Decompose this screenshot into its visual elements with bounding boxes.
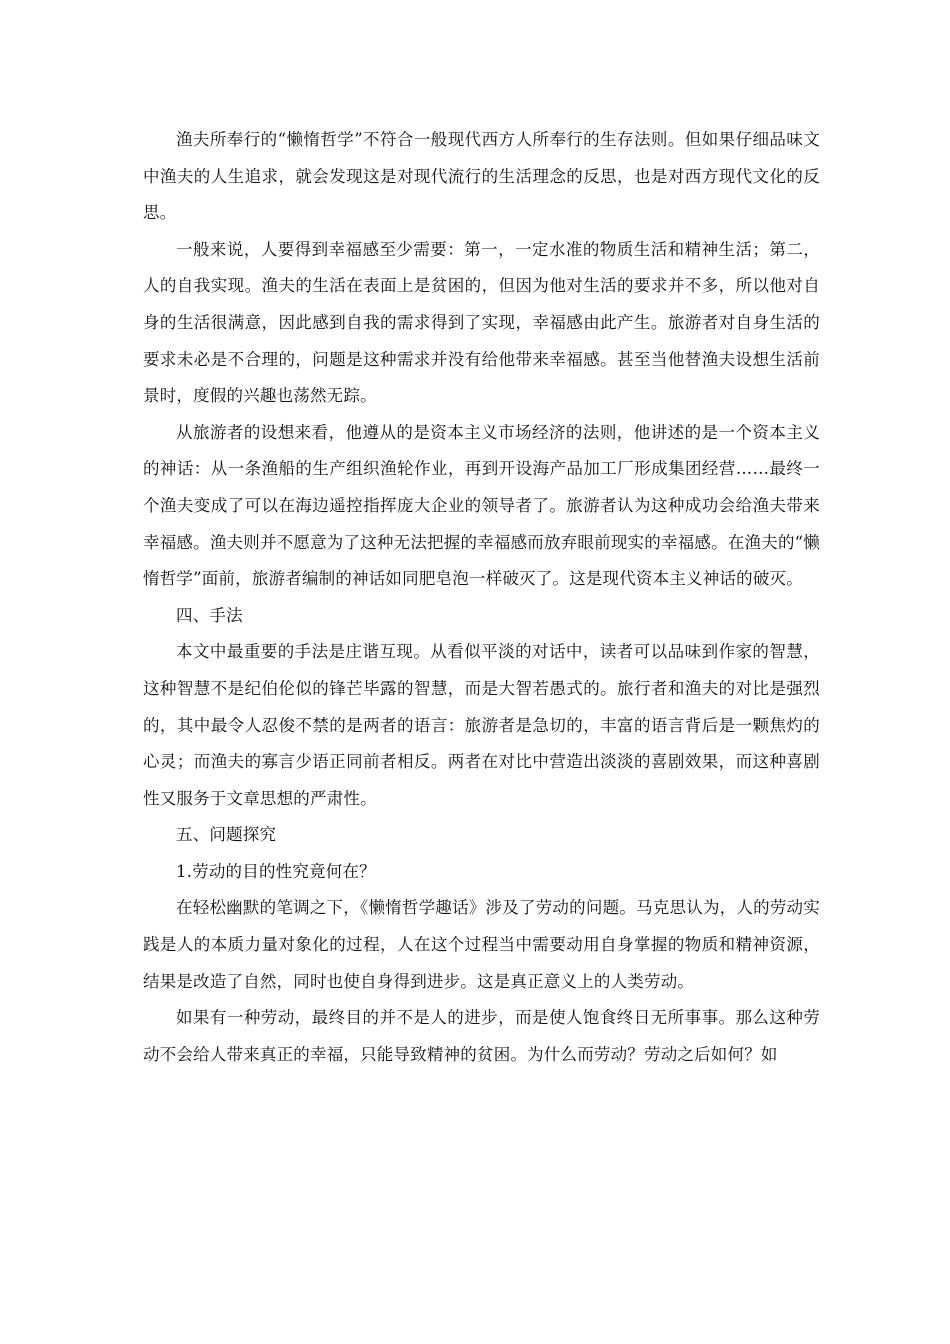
paragraph-labor-marx: 在轻松幽默的笔调之下，《懒惰哲学趣话》涉及了劳动的问题。马克思认为，人的劳动实践是人的本质力量对象化的过程，人在这个过程当中需要动用自身掌握的物质和精神资源，结果是改造了自然，同时也使自身得到进步。这是真正意义上的人类劳动。 — [143, 898, 820, 991]
paragraph-lazy-philosophy-intro: 渔夫所奉行的“懒惰哲学”不符合一般现代西方人所奉行的生存法则。但如果仔细品味文中渔夫的人生追求，就会发现这是对现代流行的生活理念的反思，也是对西方现代文化的反思。 — [143, 130, 820, 223]
paragraph-technique: 本文中最重要的手法是庄谐互现。从看似平淡的对话中，读者可以品味到作家的智慧，这种智慧不是纪伯伦似的锋芒毕露的智慧，而是大智若愚式的。旅行者和渔夫的对比是强烈的，其中最令人忍俊不禁的是两者的语言：旅游者是急切的，丰富的语言背后是一颗焦灼的心灵；而渔夫的寡言少语正同前者相反。两者在对比中营造出淡淡的喜剧效果，而这种喜剧性又服务于文章思想的严肃性。 — [143, 642, 820, 808]
question-heading-1: 1.劳动的目的性究竟何在？ — [176, 861, 376, 881]
paragraph-capitalist-myth: 从旅游者的设想来看，他遵从的是资本主义市场经济的法则，他讲述的是一个资本主义的神话：从一条渔船的生产组织渔轮作业，再到开设海产品加工厂形成集团经营……最终一个渔夫变成了可以在海边遥控指挥庞大企业的领导者了。旅游者认为这种成功会给渔夫带来幸福感。渔夫则并不愿意为了这种无法把握的幸福感而放弃眼前现实的幸福感。在渔夫的“懒惰哲学”面前，旅游者编制的神话如同肥皂泡一样破灭了。这是现代资本主义神话的破灭。 — [143, 422, 820, 589]
section-heading-inquiry: 五、问题探究 — [176, 825, 277, 845]
section-heading-technique: 四、手法 — [176, 605, 243, 625]
paragraph-labor-purpose: 如果有一种劳动，最终目的并不是人的进步，而是使人饱食终日无所事事。那么这种劳动不会给人带来真正的幸福，只能导致精神的贫困。为什么而劳动？劳动之后如何？如 — [143, 1008, 820, 1064]
paragraph-happiness-conditions: 一般来说，人要得到幸福感至少需要：第一，一定水准的物质生活和精神生活；第二，人的自我实现。渔夫的生活在表面上是贫困的，但因为他对生活的要求并不多，所以他对自身的生活很满意，因此感到自我的需求得到了实现，幸福感由此产生。旅游者对自身生活的要求未必是不合理的，问题是这种需求并没有给他带来幸福感。甚至当他替渔夫设想生活前景时，度假的兴趣也荡然无踪。 — [143, 239, 820, 406]
